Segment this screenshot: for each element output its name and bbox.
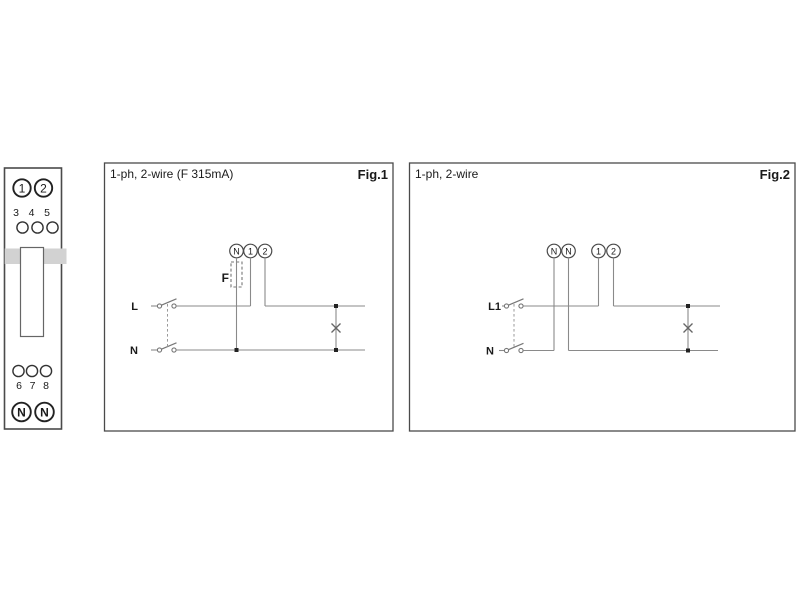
aux-label-3: 3 [13,207,19,219]
aux-terminal-7 [26,365,37,376]
terminal-label: N [565,246,572,257]
fig2-terminal-2 [607,244,621,258]
aux-terminal-8 [40,365,51,376]
terminal-label: 2 [40,181,47,196]
meter-terminal-1 [13,179,30,196]
aux-label-6: 6 [16,380,22,392]
aux-terminal-3 [17,222,28,233]
junction-dot [235,348,239,352]
junction-dot [686,304,690,308]
aux-label-4: 4 [28,207,35,219]
aux-label-7: 7 [29,380,36,392]
fig2-terminal-n2 [562,244,576,258]
fig2-terminal-1 [592,244,606,258]
terminal-label: N [233,246,240,257]
terminal-label: N [17,405,26,420]
terminal-label: 1 [18,181,26,196]
switch-pole [504,348,508,352]
switch-pole [172,348,176,352]
meter-terminal-n-right [35,403,54,422]
aux-label-5: 5 [44,207,50,219]
fig1-label: Fig.1 [357,167,388,182]
fig1-live-label: L [131,301,138,313]
fig2-border [410,163,796,431]
fuse-label: F [221,271,229,285]
switch-pole [172,304,176,308]
meter-terminal-2 [35,179,52,196]
fig2-live-label: L1 [488,301,501,313]
switch-pole [519,304,523,308]
fig1-live-switch-icon [157,299,176,308]
switch-pole [519,348,523,352]
fig2-live-switch-icon [504,299,523,308]
fig1-terminal-1 [244,244,258,258]
fig1-border [105,163,394,431]
terminal-label: 2 [262,246,268,257]
fig1-title: 1-ph, 2-wire (F 315mA) [110,167,234,181]
terminal-label: N [550,246,558,257]
fig1-diagram [105,163,394,431]
meter-terminal-n-left [12,403,31,422]
aux-terminal-5 [47,222,58,233]
fig2-terminal-n1 [547,244,561,258]
switch-pole [157,304,161,308]
terminal-label: N [40,405,49,420]
switch-pole [504,304,508,308]
aux-terminal-4 [32,222,43,233]
junction-dot [686,349,690,353]
fig2-title: 1-ph, 2-wire [415,167,479,181]
fig2-diagram [410,163,796,431]
meter-front-view [5,168,67,429]
junction-dot [334,304,338,308]
fig1-terminal-2 [258,244,272,258]
junction-dot [334,348,338,352]
terminal-label: 1 [247,246,254,257]
din-clip [21,248,44,337]
switch-pole [157,348,161,352]
fig1-neutral-switch-icon [157,343,176,352]
terminal-label: 1 [595,246,602,257]
fig2-neutral-label: N [486,345,494,358]
aux-label-8: 8 [43,380,49,392]
fig1-terminal-n [230,244,244,258]
fig1-neutral-label: N [130,345,138,357]
fig2-label: Fig.2 [759,167,790,182]
terminal-label: 2 [610,246,617,257]
aux-terminal-6 [13,365,24,376]
